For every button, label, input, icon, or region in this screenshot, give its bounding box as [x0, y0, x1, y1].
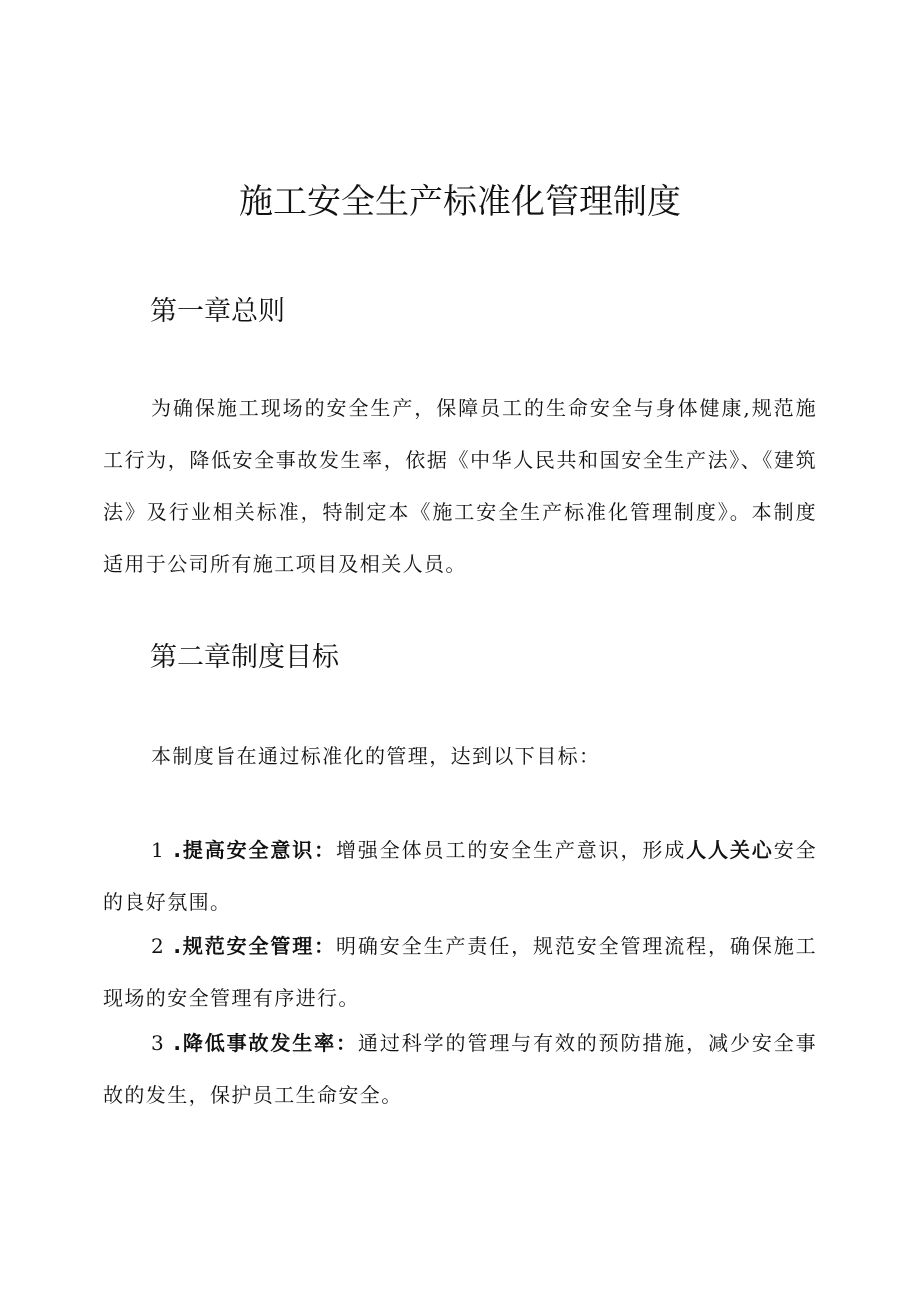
chapter-1-body: 为确保施工现场的安全生产，保障员工的生命安全与身体健康,规范施工行为，降低安全事故发生率，依据《中华人民共和国安全生产法》、《建筑法》及行业相关标准，特制定本《施工安全生产标准化管理制度》。本制度适用于公司所有施工项目及相关人员。 — [103, 396, 817, 576]
goal-term: .降低事故发生率： — [173, 1031, 358, 1055]
chapter-1-heading: 第一章总则 — [150, 296, 285, 327]
goal-number: 2 — [151, 934, 166, 958]
goal-text-end: 安全的良好氛围。 — [103, 838, 817, 914]
goal-text: 增强全体员工的安全生产意识，形成 — [336, 838, 687, 862]
goal-emphasis: 人人关心 — [686, 838, 774, 862]
goal-text: 明确安全生产责任，规范安全管理流程，确保施工现场的安全管理有序进行。 — [103, 934, 817, 1010]
goal-item-3 — [103, 1017, 817, 1121]
goal-item-2 — [103, 920, 817, 1024]
chapter-2-intro: 本制度旨在通过标准化的管理，达到以下目标： — [151, 744, 601, 768]
document-title: 施工安全生产标准化管理制度 — [239, 182, 681, 222]
goal-text: 通过科学的管理与有效的预防措施，减少安全事故的发生，保护员工生命安全。 — [103, 1031, 818, 1107]
goal-number: 3 — [151, 1031, 166, 1055]
goal-number: 1 — [151, 838, 166, 862]
goal-item-1 — [103, 824, 817, 928]
goal-term: .提高安全意识： — [173, 838, 337, 862]
chapter-2-heading: 第二章制度目标 — [150, 642, 339, 673]
goal-term: .规范安全管理： — [173, 934, 337, 958]
